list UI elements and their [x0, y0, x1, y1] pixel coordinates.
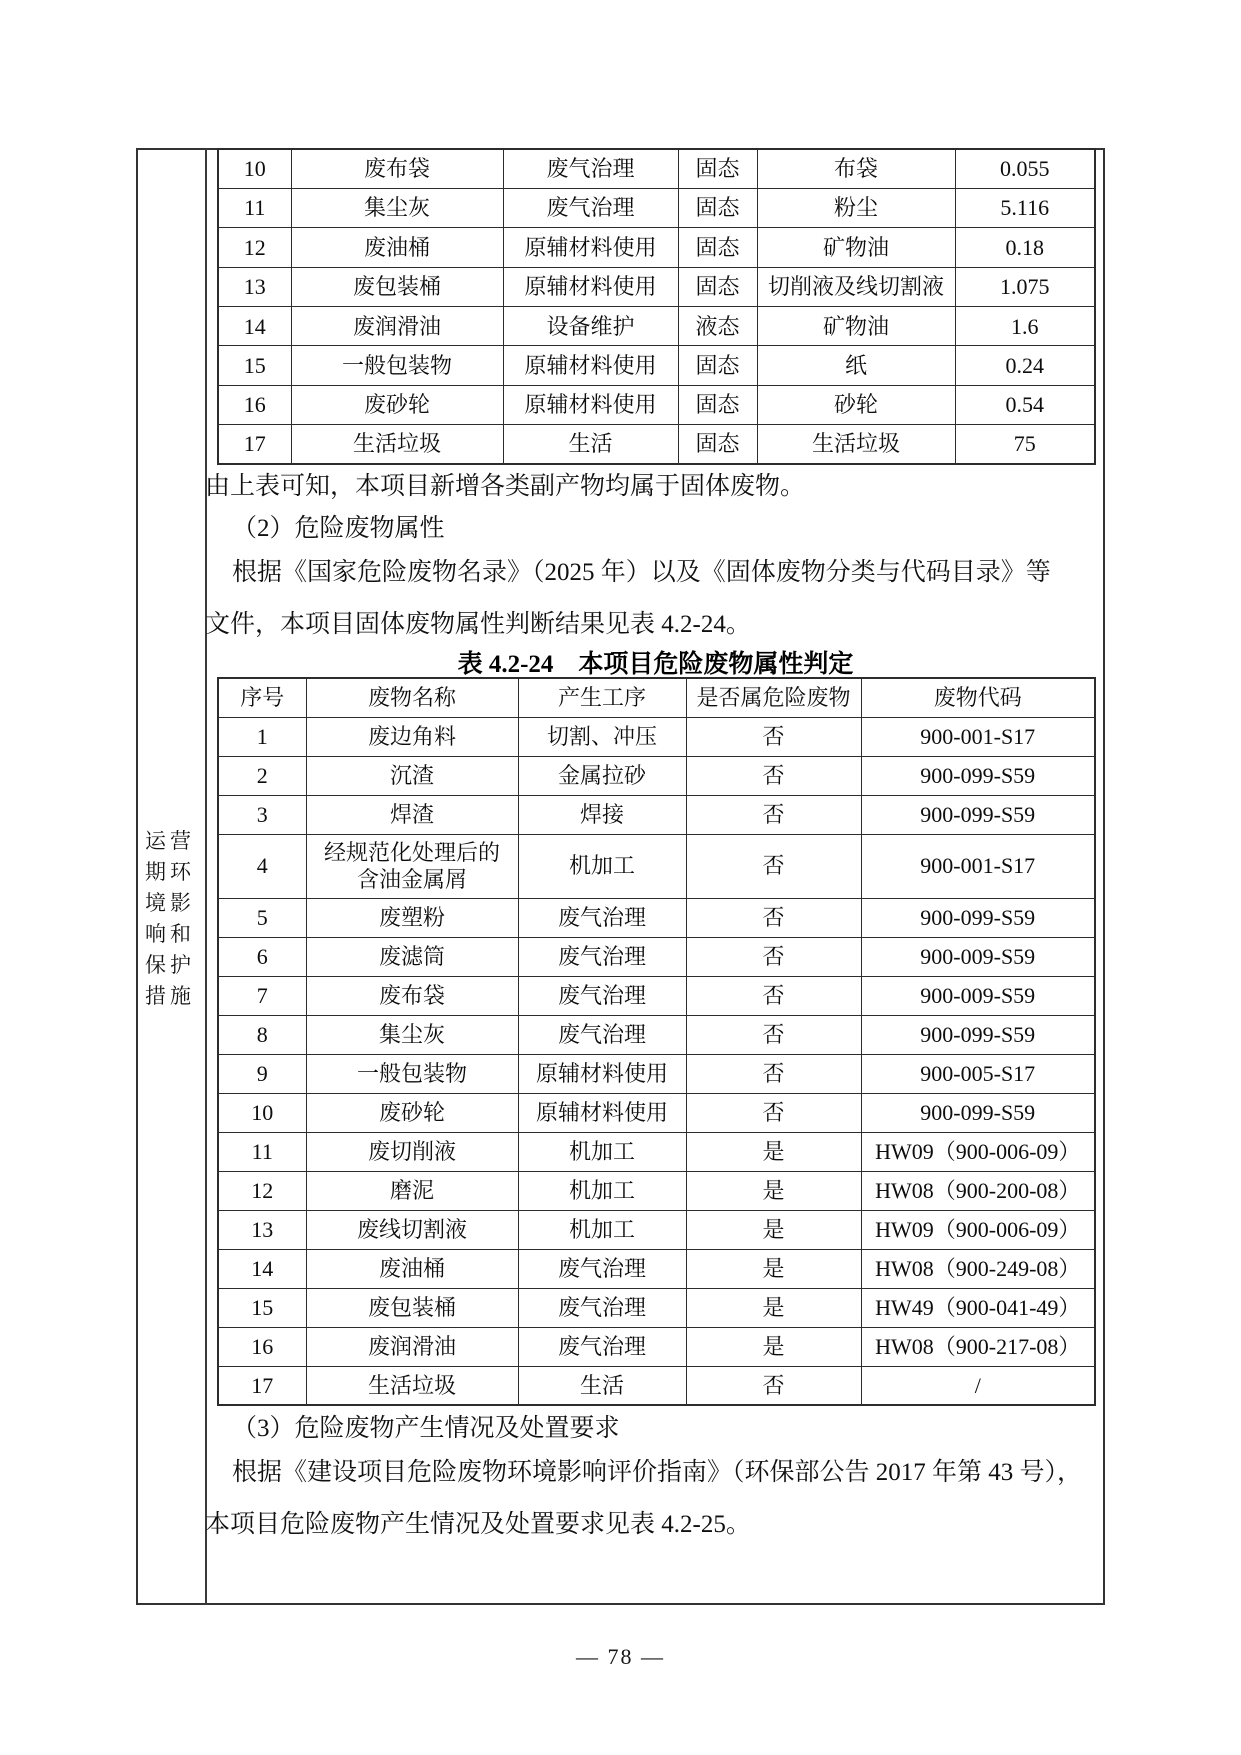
table-cell: 17 — [218, 425, 291, 464]
table-cell: 900-001-S17 — [861, 834, 1095, 898]
table-cell: 900-099-S59 — [861, 795, 1095, 834]
table-cell: 17 — [218, 1366, 306, 1405]
table-cell: 10 — [218, 149, 291, 188]
table-row — [218, 149, 1095, 188]
table-cell: 废塑粉 — [306, 898, 518, 937]
table-cell: 砂轮 — [757, 385, 955, 424]
paragraph-guide-line1: 根据《建设项目危险废物环境影响评价指南》（环保部公告 2017 年第 43 号）， — [232, 1459, 1083, 1486]
table-cell: 固态 — [678, 149, 757, 188]
table-cell: 纸 — [757, 346, 955, 385]
table-cell: 固态 — [678, 425, 757, 464]
table-cell: 900-099-S59 — [861, 1093, 1095, 1132]
table-cell: 一般包装物 — [291, 346, 503, 385]
table-cell: 否 — [686, 898, 861, 937]
table-cell: 集尘灰 — [291, 188, 503, 227]
table-cell: 粉尘 — [757, 188, 955, 227]
table-cell: 金属拉砂 — [518, 756, 686, 795]
table-row — [218, 267, 1095, 306]
table-cell: 5.116 — [955, 188, 1095, 227]
table-cell: 否 — [686, 1093, 861, 1132]
table-cell: 废布袋 — [291, 149, 503, 188]
table-cell: 原辅材料使用 — [503, 346, 678, 385]
table-cell: HW09（900-006-09） — [861, 1132, 1095, 1171]
table-row — [218, 717, 1095, 756]
table-cell: 废润滑油 — [306, 1327, 518, 1366]
table-cell: 废气治理 — [518, 1288, 686, 1327]
table-cell: 900-001-S17 — [861, 717, 1095, 756]
table-cell: 废气治理 — [518, 937, 686, 976]
table-cell: 15 — [218, 1288, 306, 1327]
table-row — [218, 976, 1095, 1015]
table-cell: 1 — [218, 717, 306, 756]
table-cell: 固态 — [678, 385, 757, 424]
table-row — [218, 1249, 1095, 1288]
table-row — [218, 188, 1095, 227]
table-cell: 生活垃圾 — [757, 425, 955, 464]
table-cell: 原辅材料使用 — [503, 228, 678, 267]
table-4-2-24-title: 表 4.2-24 本项目危险废物属性判定 — [457, 651, 854, 678]
table-row — [218, 834, 1095, 898]
table-cell: 是 — [686, 1288, 861, 1327]
table-cell: 16 — [218, 1327, 306, 1366]
table-cell: HW08（900-249-08） — [861, 1249, 1095, 1288]
table-cell: 磨泥 — [306, 1171, 518, 1210]
table-cell: 原辅材料使用 — [518, 1054, 686, 1093]
table-cell: 废包装桶 — [291, 267, 503, 306]
table-row — [218, 307, 1095, 346]
table-cell: 废气治理 — [503, 188, 678, 227]
heading-hazardous-attribute: （2）危险废物属性 — [232, 515, 445, 542]
table-cell: 3 — [218, 795, 306, 834]
table-cell: HW09（900-006-09） — [861, 1210, 1095, 1249]
table-header-row — [218, 678, 1095, 717]
table-cell: 液态 — [678, 307, 757, 346]
table-cell: 11 — [218, 1132, 306, 1171]
table-cell: 经规范化处理后的含油金属屑 — [306, 834, 518, 898]
table-cell: 否 — [686, 1015, 861, 1054]
column-header-process: 产生工序 — [518, 678, 686, 717]
table-cell: 12 — [218, 228, 291, 267]
table-cell: 原辅材料使用 — [503, 267, 678, 306]
table-cell: 设备维护 — [503, 307, 678, 346]
table-cell: 废气治理 — [518, 1015, 686, 1054]
table-cell: 12 — [218, 1171, 306, 1210]
table-row — [218, 795, 1095, 834]
table-row — [218, 385, 1095, 424]
table-row — [218, 1015, 1095, 1054]
table-cell: 11 — [218, 188, 291, 227]
table-cell: 布袋 — [757, 149, 955, 188]
table-cell: 1.6 — [955, 307, 1095, 346]
table-cell: 4 — [218, 834, 306, 898]
table-cell: 废布袋 — [306, 976, 518, 1015]
table-cell: 否 — [686, 1366, 861, 1405]
table-cell: 900-099-S59 — [861, 756, 1095, 795]
table-cell: 14 — [218, 1249, 306, 1288]
table-row — [218, 937, 1095, 976]
table-cell: 6 — [218, 937, 306, 976]
table-row — [218, 1327, 1095, 1366]
table-cell: 切割、冲压 — [518, 717, 686, 756]
table-cell: 固态 — [678, 228, 757, 267]
table-cell: 废边角料 — [306, 717, 518, 756]
column-header-waste-code: 废物代码 — [861, 678, 1095, 717]
table-cell: 废油桶 — [291, 228, 503, 267]
table-cell: 5 — [218, 898, 306, 937]
table-cell: 生活垃圾 — [291, 425, 503, 464]
table-cell: 沉渣 — [306, 756, 518, 795]
table-row — [218, 1093, 1095, 1132]
table-row — [218, 346, 1095, 385]
column-header-waste-name: 废物名称 — [306, 678, 518, 717]
table-row — [218, 228, 1095, 267]
table-cell: 否 — [686, 717, 861, 756]
table-cell: 废气治理 — [518, 898, 686, 937]
table-cell: 废气治理 — [518, 1327, 686, 1366]
table-cell: 0.18 — [955, 228, 1095, 267]
table-cell: 否 — [686, 976, 861, 1015]
table-row — [218, 1366, 1095, 1405]
table-row — [218, 1132, 1095, 1171]
table-cell: 15 — [218, 346, 291, 385]
label-column-divider — [205, 148, 207, 1605]
table-cell: 固态 — [678, 346, 757, 385]
table-cell: 焊渣 — [306, 795, 518, 834]
paragraph-guide-line2: 本项目危险废物产生情况及处置要求见表 4.2-25。 — [205, 1511, 751, 1538]
table-cell: 废滤筒 — [306, 937, 518, 976]
paragraph-summary: 由上表可知，本项目新增各类副产物均属于固体废物。 — [205, 473, 806, 500]
solid-waste-continuation-table — [217, 148, 1096, 465]
table-row — [218, 425, 1095, 464]
table-cell: 废润滑油 — [291, 307, 503, 346]
table-cell: 否 — [686, 1054, 861, 1093]
table-cell: 废砂轮 — [291, 385, 503, 424]
table-cell: / — [861, 1366, 1095, 1405]
table-cell: HW49（900-041-49） — [861, 1288, 1095, 1327]
table-cell: 0.54 — [955, 385, 1095, 424]
table-cell: 废气治理 — [503, 149, 678, 188]
column-header-is-hazardous: 是否属危险废物 — [686, 678, 861, 717]
table-cell: 是 — [686, 1249, 861, 1288]
table-cell: 废切削液 — [306, 1132, 518, 1171]
table-cell: 废油桶 — [306, 1249, 518, 1288]
table-cell: 机加工 — [518, 1171, 686, 1210]
table-cell: 10 — [218, 1093, 306, 1132]
table-cell: 8 — [218, 1015, 306, 1054]
table-row — [218, 898, 1095, 937]
table-cell: 固态 — [678, 188, 757, 227]
table-cell: 900-009-S59 — [861, 937, 1095, 976]
table-row — [218, 1288, 1095, 1327]
table-cell: 900-099-S59 — [861, 1015, 1095, 1054]
table-cell: 矿物油 — [757, 228, 955, 267]
table-row — [218, 756, 1095, 795]
heading-disposal-requirements: （3）危险废物产生情况及处置要求 — [232, 1415, 620, 1442]
table-cell: HW08（900-200-08） — [861, 1171, 1095, 1210]
table-cell: 机加工 — [518, 1132, 686, 1171]
table-cell: 废线切割液 — [306, 1210, 518, 1249]
paragraph-basis-line2: 文件，本项目固体废物属性判断结果见表 4.2-24。 — [205, 611, 751, 638]
table-cell: 9 — [218, 1054, 306, 1093]
table-cell: 机加工 — [518, 1210, 686, 1249]
table-cell: 900-009-S59 — [861, 976, 1095, 1015]
table-cell: 16 — [218, 385, 291, 424]
table-cell: 固态 — [678, 267, 757, 306]
table-cell: 生活垃圾 — [306, 1366, 518, 1405]
table-cell: 2 — [218, 756, 306, 795]
table-cell: 否 — [686, 937, 861, 976]
table-cell: 生活 — [503, 425, 678, 464]
table-row — [218, 1171, 1095, 1210]
table-row — [218, 1054, 1095, 1093]
table-cell: 废砂轮 — [306, 1093, 518, 1132]
table-cell: 原辅材料使用 — [518, 1093, 686, 1132]
table-cell: 机加工 — [518, 834, 686, 898]
table-cell: 否 — [686, 834, 861, 898]
table-row — [218, 1210, 1095, 1249]
table-cell: 否 — [686, 756, 861, 795]
table-cell: 7 — [218, 976, 306, 1015]
table-cell: 是 — [686, 1171, 861, 1210]
table-cell: 原辅材料使用 — [503, 385, 678, 424]
page-number: — 78 — — [576, 1644, 665, 1669]
table-cell: 否 — [686, 795, 861, 834]
table-cell: 废气治理 — [518, 976, 686, 1015]
hazardous-waste-attribute-table — [217, 677, 1096, 1406]
table-cell: 集尘灰 — [306, 1015, 518, 1054]
table-cell: 75 — [955, 425, 1095, 464]
row-label-operation-period: 运营期环境影响和保护措施 — [145, 829, 195, 1008]
table-cell: 13 — [218, 267, 291, 306]
table-cell: 废包装桶 — [306, 1288, 518, 1327]
table-cell: 一般包装物 — [306, 1054, 518, 1093]
table-cell: 切削液及线切割液 — [757, 267, 955, 306]
table-cell: 焊接 — [518, 795, 686, 834]
table-cell: 900-005-S17 — [861, 1054, 1095, 1093]
table-cell: 是 — [686, 1132, 861, 1171]
table-cell: 废气治理 — [518, 1249, 686, 1288]
table-cell: 0.055 — [955, 149, 1095, 188]
table-cell: 900-099-S59 — [861, 898, 1095, 937]
table-cell: 矿物油 — [757, 307, 955, 346]
table-cell: 1.075 — [955, 267, 1095, 306]
table-cell: 是 — [686, 1210, 861, 1249]
table-cell: 0.24 — [955, 346, 1095, 385]
table-cell: 14 — [218, 307, 291, 346]
table-cell: 13 — [218, 1210, 306, 1249]
table-cell: 生活 — [518, 1366, 686, 1405]
table-cell: 是 — [686, 1327, 861, 1366]
paragraph-basis-line1: 根据《国家危险废物名录》（2025 年）以及《固体废物分类与代码目录》等 — [232, 559, 1051, 586]
table-cell: HW08（900-217-08） — [861, 1327, 1095, 1366]
column-header-index: 序号 — [218, 678, 306, 717]
